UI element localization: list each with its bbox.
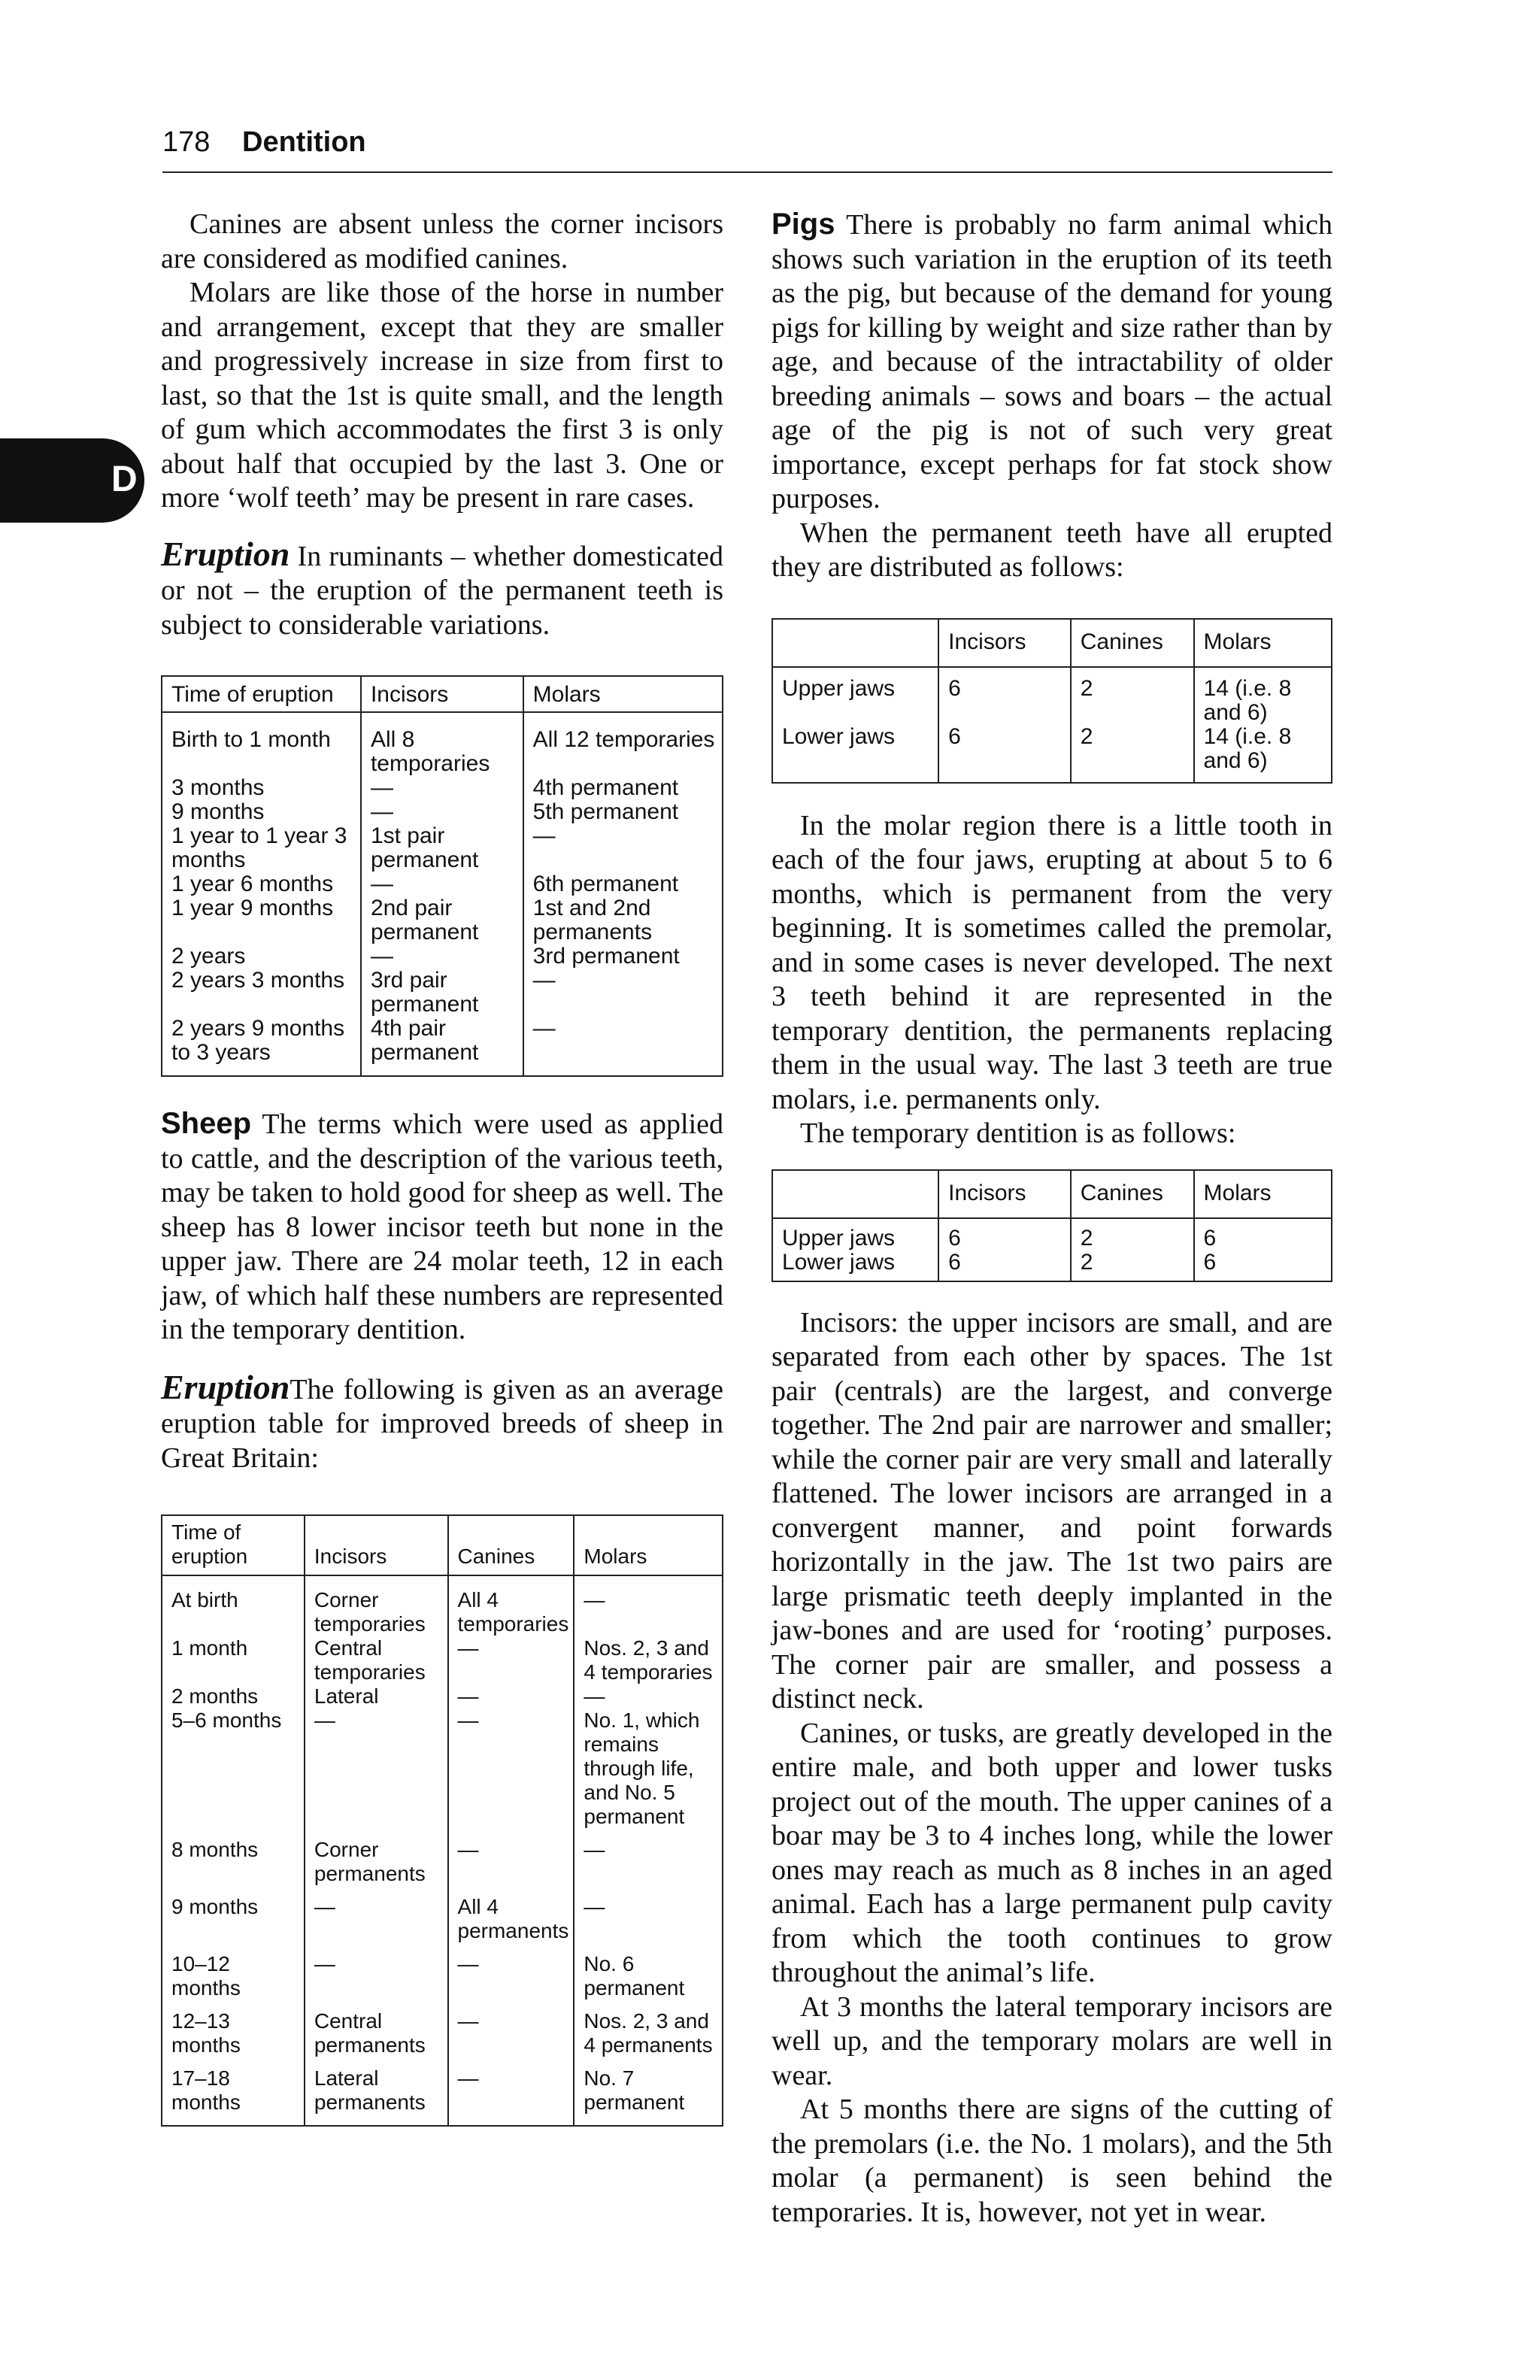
table-cell: — [574, 1886, 723, 1943]
paragraph-eruption-sheep [161, 1367, 723, 1476]
table-cell: — [305, 1886, 448, 1943]
table-cell: 6 [938, 725, 1071, 783]
pig-temporary-dentition-table [772, 1169, 1332, 1282]
table-cell: — [574, 1684, 723, 1708]
table-cell: 5–6 months [171, 1708, 282, 1732]
table-cell: 1 year 9 months [171, 896, 334, 920]
table-header-row [162, 1515, 723, 1575]
table-row [162, 1575, 723, 1636]
table-cell: 8 months [171, 1838, 259, 1861]
table-cell: 6 [1194, 1251, 1332, 1281]
table-header-cell: Molars [1194, 619, 1332, 667]
table-cell: 1 month [171, 1636, 248, 1660]
cattle-eruption-table [161, 675, 723, 1077]
paragraph-temporary-dentition: The temporary dentition is as follows: [800, 1117, 1236, 1149]
table-cell: — [448, 1636, 574, 1684]
table-header-cell: Incisors [361, 676, 523, 712]
table-cell: — [574, 1575, 723, 1636]
table-cell: 5th permanent [523, 800, 723, 824]
table-cell: Central temporaries [305, 1636, 448, 1684]
table-row [162, 824, 723, 872]
table-header-row [162, 676, 723, 712]
table-cell: 6 [938, 1251, 1071, 1281]
table-cell: Birth to 1 month [171, 727, 331, 752]
table-cell: 1 year to 1 year 3 months [171, 823, 347, 872]
sheep-text: The terms which were used as applied to cattle, and the description of the various teeth, may be taken to hold good for sheep as well. The sheep has 8 lower incisor teeth but none in the upper jaw. There are 24 molar teeth, 12 in each jaw, of which half these numbers are represented in the temporary dentition. [161, 1108, 723, 1345]
thumb-index-letter: D [111, 459, 138, 499]
table-cell: Lateral permanents [305, 2057, 448, 2126]
table-row [772, 667, 1332, 725]
table-header-cell: Molars [1194, 1170, 1332, 1218]
eruption-ruminants-text: In ruminants – whether domesticated or not – the eruption of the permanent teeth is subject to considerable variations. [161, 540, 723, 641]
table-cell: 14 (i.e. 8 and 6) [1194, 667, 1332, 725]
paragraph-canines-tusks: Canines, or tusks, are greatly developed in the entire male, and both upper and lower tusks project out of the mouth. The upper canines of a boar may be 3 to 4 inches long, while the lower ones may reach as much as 8 inches in an aged animal. Each has a large permanent pulp cavity from which the tooth continues to grow throughout the animal’s life. [772, 1717, 1332, 1988]
paragraph-eruption-ruminants [161, 534, 723, 643]
paragraph-5-months: At 5 months there are signs of the cutting of the premolars (i.e. the No. 1 molars), and the 5th molar (a permanent) is seen behind the temporaries. It is, however, not yet in wear. [772, 2093, 1332, 2228]
table-cell: 2 months [171, 1684, 259, 1708]
table-cell: — [523, 1017, 723, 1076]
paragraph-incisors: Incisors: the upper incisors are small, and are separated from each other by spaces. The 1st pair (centrals) are the largest, and converge together. The 2nd pair are narrower and smaller; while the corner pair are very small and laterally flattened. The lower incisors are arranged in a convergent manner, and point forwards horizontally in the jaw. The 1st two pairs are large prismatic teeth deeply implanted in the jaw-bones and are used for ‘rooting’ purposes. The corner pair are smaller, and possess a distinct neck. [772, 1306, 1332, 1715]
left-column [161, 208, 723, 2127]
table-cell: All 4 temporaries [448, 1575, 574, 1636]
table-header-row [772, 619, 1332, 667]
table-row [162, 2000, 723, 2057]
table-cell: 9 months [171, 799, 265, 824]
table-cell: — [361, 800, 523, 824]
table-row [162, 712, 723, 776]
table-cell: Nos. 2, 3 and 4 temporaries [574, 1636, 723, 1684]
table-row [162, 1684, 723, 1708]
table-row [772, 1218, 1332, 1251]
table-cell: All 4 permanents [448, 1886, 574, 1943]
table-cell: No. 1, which remains through life, and No. 5 permanent [574, 1708, 723, 1829]
table-cell: All 12 temporaries [523, 712, 723, 776]
page-title: Dentition [242, 126, 366, 158]
table-header-row [772, 1170, 1332, 1218]
paragraph-sheep [161, 1107, 723, 1348]
table-cell: — [523, 969, 723, 1017]
table-cell: Central permanents [305, 2000, 448, 2057]
pig-permanent-dentition-table [772, 618, 1332, 784]
table-cell: Lateral [305, 1684, 448, 1708]
page-number: 178 [162, 126, 211, 158]
table-header-cell [772, 1170, 938, 1218]
table-cell: — [305, 1943, 448, 2000]
table-cell: 1st and 2nd permanents [523, 896, 723, 944]
table-cell: 2 years 9 months to 3 years [171, 1016, 345, 1065]
table-row [772, 1251, 1332, 1281]
table-cell: Lower jaws [782, 723, 896, 749]
table-cell: 2nd pair permanent [361, 896, 523, 944]
table-cell: No. 6 permanent [574, 1943, 723, 2000]
table-cell: — [448, 1684, 574, 1708]
table-cell: — [448, 1829, 574, 1886]
table-header-cell: Molars [574, 1515, 723, 1575]
paragraph-distributed: When the permanent teeth have all erupted they are distributed as follows: [772, 517, 1332, 583]
table-row [772, 725, 1332, 783]
table-cell: 2 [1071, 1251, 1194, 1281]
table-row [162, 944, 723, 969]
section-heading-eruption: Eruption [161, 1367, 290, 1406]
table-cell: 9 months [171, 1895, 259, 1918]
section-heading-eruption: Eruption [161, 534, 290, 573]
table-cell: — [574, 1829, 723, 1886]
table-header-cell: Incisors [938, 1170, 1071, 1218]
table-row [162, 969, 723, 1017]
sheep-eruption-table [161, 1514, 723, 2127]
paragraph-canines-absent: Canines are absent unless the corner incisors are considered as modified canines. [161, 208, 723, 274]
table-cell: Corner temporaries [305, 1575, 448, 1636]
table-row [162, 1017, 723, 1076]
paragraph-pigs [772, 208, 1332, 517]
section-heading-sheep: Sheep [161, 1107, 252, 1140]
paragraph-3-months: At 3 months the lateral temporary incisors are well up, and the temporary molars are well in wear. [772, 1990, 1332, 2091]
eruption-sheep-text: The following is given as an average eruption table for improved breeds of sheep in Great Britain: [161, 1373, 723, 1474]
table-cell: 2 years [171, 944, 246, 969]
table-cell: 3rd pair permanent [361, 969, 523, 1017]
right-column [772, 208, 1332, 2230]
table-row [162, 1636, 723, 1684]
table-header-cell: Canines [1071, 1170, 1194, 1218]
table-cell: — [361, 872, 523, 896]
table-cell: 12–13 months [171, 2009, 241, 2057]
table-cell: 10–12 months [171, 1952, 241, 2000]
table-cell: 1 year 6 months [171, 872, 334, 896]
table-cell: — [448, 2000, 574, 2057]
table-cell: — [448, 2057, 574, 2126]
table-header-cell: Incisors [938, 619, 1071, 667]
table-cell: 6 [1194, 1218, 1332, 1251]
table-cell: Nos. 2, 3 and 4 permanents [574, 2000, 723, 2057]
table-cell: — [448, 1708, 574, 1829]
table-row [162, 1943, 723, 2000]
table-cell: All 8 temporaries [361, 712, 523, 776]
table-cell: Lower jaws [782, 1249, 896, 1275]
table-cell: Corner permanents [305, 1829, 448, 1886]
table-cell: At birth [171, 1588, 238, 1611]
table-cell: 14 (i.e. 8 and 6) [1194, 725, 1332, 783]
table-cell: 6 [938, 1218, 1071, 1251]
table-row [162, 2057, 723, 2126]
table-cell: 3rd permanent [523, 944, 723, 969]
table-cell: 2 [1071, 667, 1194, 725]
table-cell: Upper jaws [782, 1225, 896, 1251]
table-header-cell [772, 619, 938, 667]
table-row [162, 776, 723, 800]
table-cell: 2 [1071, 1218, 1194, 1251]
table-row [162, 896, 723, 944]
table-cell: 4th permanent [523, 776, 723, 800]
table-cell: Upper jaws [782, 675, 896, 701]
table-header-cell: Molars [523, 676, 723, 712]
section-heading-pigs: Pigs [772, 208, 835, 241]
table-row [162, 872, 723, 896]
table-row [162, 800, 723, 824]
table-cell: 6 [938, 667, 1071, 725]
table-cell: — [305, 1708, 448, 1829]
paragraph-molars: Molars are like those of the horse in number and arrangement, except that they are smaller and progressively increase in size from first to last, so that the 1st is quite small, and the length of gum which accommodates the first 3 is only about half that occupied by the last 3. One or more ‘wolf teeth’ may be present in rare cases. [161, 277, 723, 514]
table-cell: No. 7 permanent [574, 2057, 723, 2126]
table-cell: 2 years 3 months [171, 968, 345, 993]
paragraph-molar-region: In the molar region there is a little tooth in each of the four jaws, erupting at about 5 to 6 months, which is permanent from the very beginning. It is sometimes called the premolar, and in some cases is never developed. The next 3 teeth behind it are represented in the temporary dentition, the permanents replacing them in the usual way. The last 3 teeth are true molars, i.e. permanents only. [772, 809, 1332, 1115]
page-header [162, 126, 1332, 173]
table-header-cell: Canines [1071, 619, 1194, 667]
table-header-cell: Time of eruption [162, 1515, 305, 1575]
pigs-text: There is probably no farm animal which shows such variation in the eruption of its teeth as the pig, but because of the demand for young pigs for killing by weight and size rather than by age, and because of the intractability of older breeding animals – sows and boars – the actual age of the pig is not of such very great importance, except perhaps for fat stock show purposes. [772, 209, 1332, 514]
table-cell: 2 [1071, 725, 1194, 783]
table-cell: — [361, 776, 523, 800]
table-cell: 17–18 months [171, 2066, 241, 2114]
table-cell: — [523, 824, 723, 872]
table-cell: — [361, 944, 523, 969]
table-cell: 6th permanent [523, 872, 723, 896]
table-cell: — [448, 1943, 574, 2000]
table-cell: 3 months [171, 775, 265, 800]
table-row [162, 1829, 723, 1886]
table-cell: 4th pair permanent [361, 1017, 523, 1076]
table-header-cell: Time of eruption [162, 676, 361, 712]
table-cell: 1st pair permanent [361, 824, 523, 872]
table-row [162, 1708, 723, 1829]
table-header-cell: Canines [448, 1515, 574, 1575]
table-header-cell: Incisors [305, 1515, 448, 1575]
table-row [162, 1886, 723, 1943]
